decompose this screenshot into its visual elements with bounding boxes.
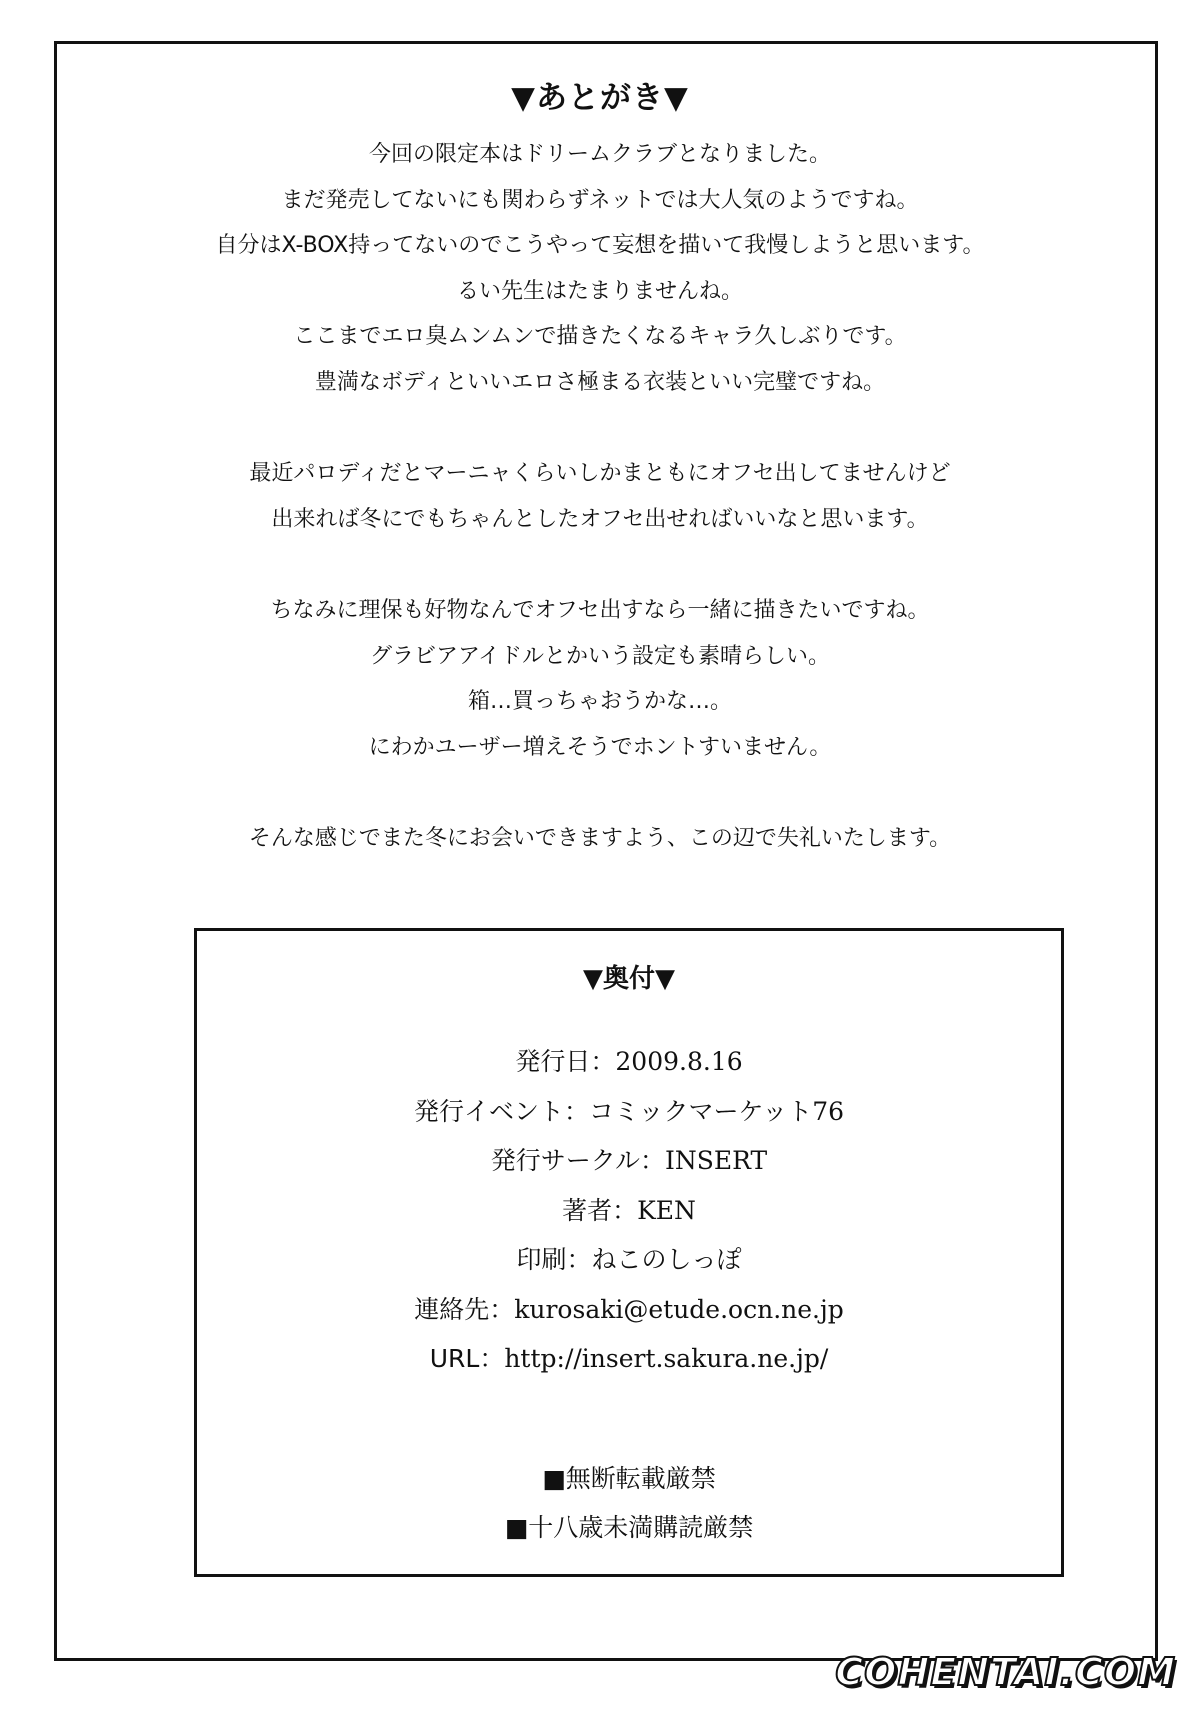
notice-no-reproduction: ■無断転載厳禁 xyxy=(542,1464,716,1493)
colophon-value: INSERT xyxy=(665,1146,768,1175)
afterword-line: ここまでエロ臭ムンムンで描きたくなるキャラ久しぶりです。 xyxy=(293,324,907,349)
colophon-value: http://insert.sakura.ne.jp/ xyxy=(504,1344,829,1373)
afterword-line: 出来れば冬にでもちゃんとしたオフセ出せればいいなと思います。 xyxy=(271,506,929,532)
colophon-label: 著者： xyxy=(562,1195,638,1225)
afterword-line: そんな感じでまた冬にお会いできますよう、この辺で失礼いたします。 xyxy=(248,826,952,851)
colophon-label: 発行日： xyxy=(515,1047,616,1076)
afterword-paragraph-4 xyxy=(0,816,1200,862)
colophon-value: コミックマーケット76 xyxy=(588,1096,845,1126)
afterword-line: 最近パロディだとマーニャくらいしかまともにオフセ出してませんけど xyxy=(249,461,951,486)
afterword-line: グラビアアイドルとかいう設定も素晴らしい。 xyxy=(369,643,831,669)
afterword-line: まだ発売してないにも関わらずネットでは大人気のようですね。 xyxy=(281,187,919,213)
colophon-value: 2009.8.16 xyxy=(615,1047,743,1076)
colophon-label: 印刷： xyxy=(516,1245,592,1274)
colophon-row-printer xyxy=(197,1235,1061,1285)
afterword-line: ちなみに理保も好物なんでオフセ出すなら一緒に描きたいですね。 xyxy=(270,598,930,623)
notice-age-restriction: ■十八歳未満購読厳禁 xyxy=(504,1513,754,1542)
colophon-row-contact xyxy=(197,1285,1061,1335)
colophon-value: ねこのしっぽ xyxy=(591,1245,742,1274)
afterword-title: ▼あとがき▼ xyxy=(511,80,689,116)
afterword-paragraph-2 xyxy=(0,451,1200,542)
afterword-line: にわかユーザー増えそうでホントすいません。 xyxy=(368,734,832,760)
colophon-row-author xyxy=(197,1186,1061,1236)
notice-list xyxy=(197,1454,1061,1552)
colophon-label: URL： xyxy=(429,1344,505,1373)
afterword-paragraph-1 xyxy=(0,132,1200,405)
afterword-line: 自分はX-BOX持ってないのでこうやって妄想を描いて我慢しようと思います。 xyxy=(215,233,985,258)
afterword-line: 箱…買っちゃおうかな…。 xyxy=(467,689,732,714)
colophon-value: kurosaki@etude.ocn.ne.jp xyxy=(514,1294,844,1324)
colophon-box xyxy=(194,928,1064,1577)
colophon-row-publish-date xyxy=(197,1037,1061,1087)
colophon-row-event xyxy=(197,1087,1061,1137)
afterword-section xyxy=(0,78,1200,908)
colophon-label: 発行イベント： xyxy=(413,1096,589,1126)
colophon-label: 連絡先： xyxy=(414,1294,515,1324)
colophon-list xyxy=(197,1037,1061,1384)
watermark-logo: COHENTAI.COM xyxy=(835,1650,1176,1694)
afterword-line: るい先生はたまりませんね。 xyxy=(456,278,743,304)
colophon-title: ▼奥付▼ xyxy=(583,964,675,994)
afterword-line: 今回の限定本はドリームクラブとなりました。 xyxy=(368,142,831,167)
colophon-row-circle xyxy=(197,1136,1061,1186)
colophon-value: KEN xyxy=(637,1195,696,1225)
colophon-label: 発行サークル： xyxy=(490,1146,666,1175)
afterword-line: 豊満なボディといいエロさ極まる衣装といい完璧ですね。 xyxy=(314,369,886,395)
colophon-row-url xyxy=(197,1334,1061,1384)
afterword-paragraph-3 xyxy=(0,588,1200,770)
